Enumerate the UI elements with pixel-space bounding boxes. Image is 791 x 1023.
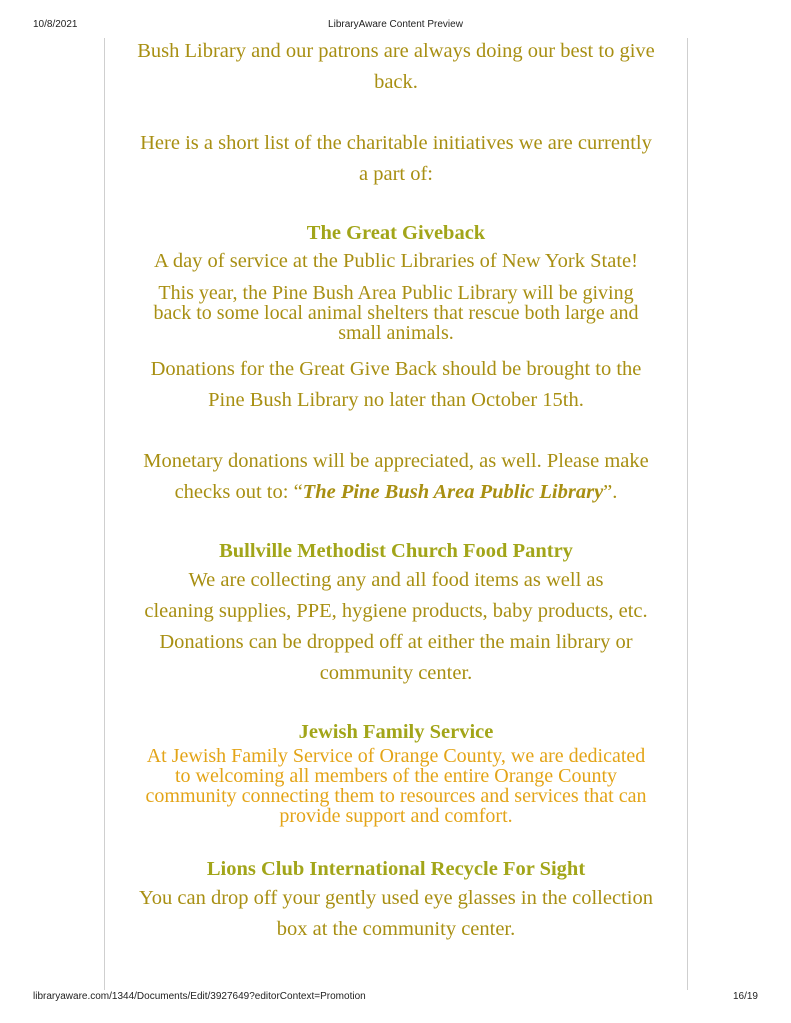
lions-line-2: box at the community center. xyxy=(276,918,516,940)
payee-name: The Pine Bush Area Public Library xyxy=(302,481,604,503)
pantry-line-4: community center. xyxy=(319,662,473,684)
intro-line-2: back. xyxy=(374,71,418,93)
giveback-para-line-1: This year, the Pine Bush Area Public Library will be giving xyxy=(158,282,634,304)
giveback-para-line-2: back to some local animal shelters that rescue both large and xyxy=(153,302,639,324)
giveback-tagline: A day of service at the Public Libraries of New York State! xyxy=(154,250,638,272)
giveback-donate-line-1: Donations for the Great Give Back should be brought to the xyxy=(150,358,642,380)
giveback-money-line-1: Monetary donations will be appreciated, as well. Please make xyxy=(143,450,649,472)
lions-line-1: You can drop off your gently used eye glasses in the collection xyxy=(139,887,653,909)
money-prefix: checks out to: “ xyxy=(174,481,303,503)
jfs-line-4: provide support and comfort. xyxy=(279,805,513,827)
list-intro-line-2: a part of: xyxy=(359,163,433,185)
giveback-donate-line-2: Pine Bush Library no later than October 15th. xyxy=(208,389,584,411)
jfs-line-2: to welcoming all members of the entire Orange County xyxy=(174,765,618,787)
print-date: 10/8/2021 xyxy=(33,19,78,30)
jfs-line-1: At Jewish Family Service of Orange County, we are dedicated xyxy=(146,745,646,767)
jfs-line-3: community connecting them to resources and services that can xyxy=(145,785,647,807)
jfs-heading: Jewish Family Service xyxy=(298,721,494,743)
money-suffix: ”. xyxy=(603,481,618,503)
giveback-para-line-3: small animals. xyxy=(338,322,454,344)
print-url: libraryaware.com/1344/Documents/Edit/3927649?editorContext=Promotion xyxy=(33,991,366,1002)
giveback-money-line-2 xyxy=(110,477,682,508)
pantry-line-2: cleaning supplies, PPE, hygiene products, baby products, etc. xyxy=(144,600,648,622)
pantry-line-3: Donations can be dropped off at either the main library or xyxy=(159,631,633,653)
giveback-heading: The Great Giveback xyxy=(306,222,486,244)
newsletter-content xyxy=(110,36,682,945)
list-intro-line-1: Here is a short list of the charitable initiatives we are currently xyxy=(140,132,652,154)
pantry-heading: Bullville Methodist Church Food Pantry xyxy=(219,540,573,562)
print-title: LibraryAware Content Preview xyxy=(328,19,463,30)
page-number: 16/19 xyxy=(732,991,758,1002)
pantry-line-1: We are collecting any and all food items as well as xyxy=(188,569,604,591)
lions-heading: Lions Club International Recycle For Sight xyxy=(206,858,586,880)
intro-line-1: Bush Library and our patrons are always doing our best to give xyxy=(137,40,655,62)
